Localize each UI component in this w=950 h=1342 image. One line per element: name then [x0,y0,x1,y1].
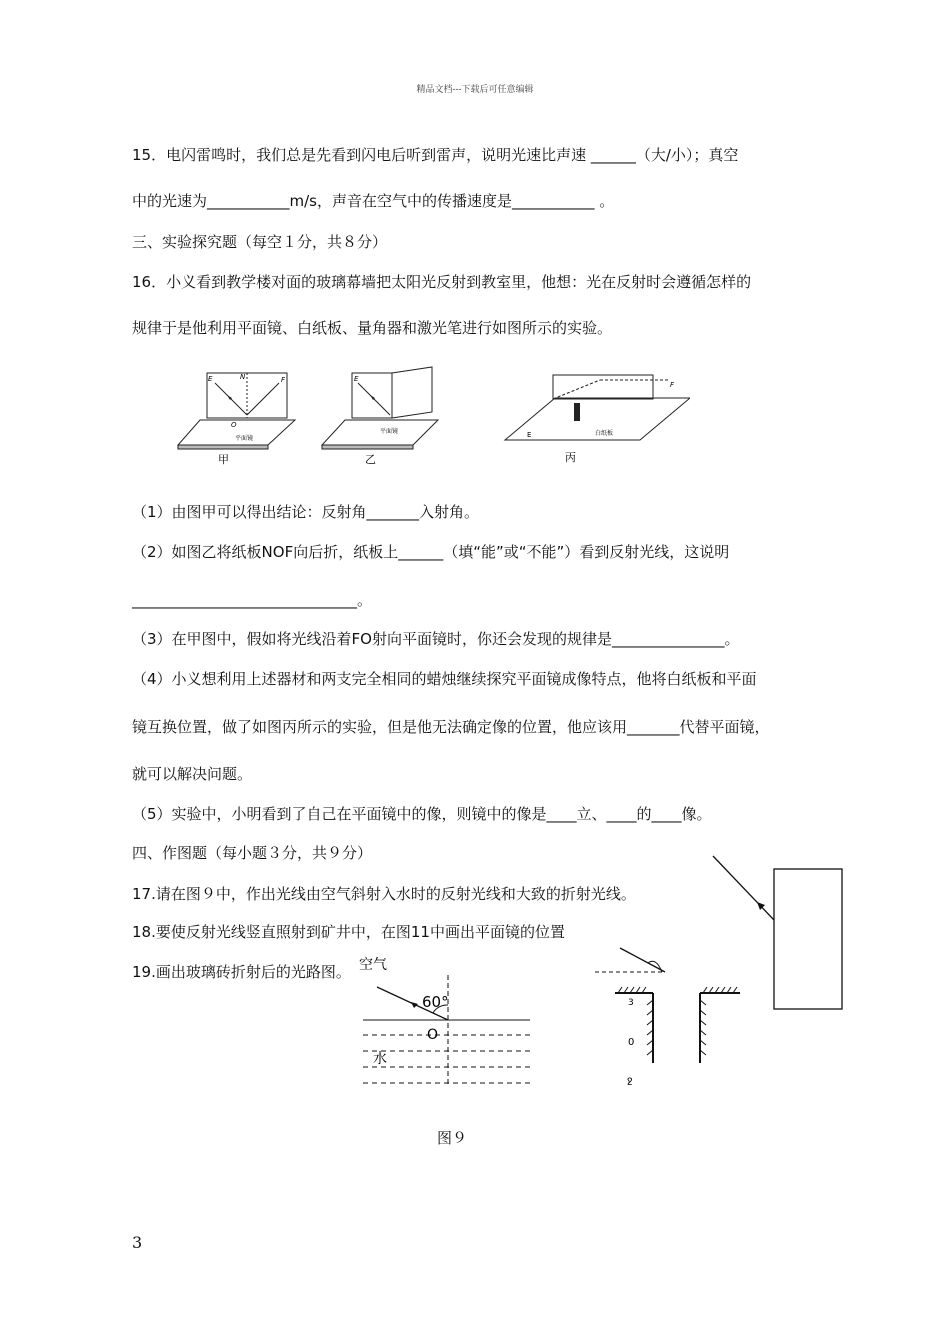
figure-jia [178,373,295,466]
label-f: F [281,376,286,384]
page-number: 3 [132,1233,143,1252]
question-16-sub-1: （1）由图甲可以得出结论：反射角_______入射角。 [132,503,480,521]
question-16-sub-4-line-1: （4）小义想利用上述器材和两支完全相同的蜡烛继续探究平面镜成像特点，他将白纸板和平面 [132,670,757,688]
question-16-line-1: 16．小义看到教学楼对面的玻璃幕墙把太阳光反射到教室里，他想：光在反射时会遵循怎样的 [132,273,752,291]
page-header-watermark: 精品文档---下载后可任意编辑 [416,85,534,95]
figure-9-air-water [355,955,535,1090]
reflection-experiment-figures [170,365,690,470]
question-16-sub-4-line-3: 就可以解决问题。 [132,765,253,783]
label-f-bing: F [670,381,675,389]
figure-9-caption: 图９ [437,1129,468,1147]
mark-top: 3 [628,998,634,1008]
section-3-title: 三、实验探究题（每空１分，共８分） [132,233,388,251]
label-jia: 甲 [218,453,229,466]
figure-11-mine-shaft [590,945,750,1085]
question-15-line-2: 中的光速为___________m/s，声音在空气中的传播速度是___________ 。 [132,192,615,210]
label-paper: 白纸板 [595,430,614,437]
question-15-line-1: 15．电闪雷鸣时，我们总是先看到闪电后听到雷声，说明光速比声速 ______（大/小）；真空 [132,146,739,164]
mark-zero: 0 [628,1037,635,1048]
mark-bottom: ջ [627,1075,633,1085]
figure-yi [322,367,438,466]
question-18: 18.要使反射光线竖直照射到矿井中，在图11中画出平面镜的位置 [132,923,565,941]
question-16-sub-5: （5）实验中，小明看到了自己在平面镜中的像，则镜中的像是____立、____的____像。 [132,805,712,823]
label-n: N [240,373,246,381]
figure-bing [505,375,690,464]
incident-ray-fig11 [620,948,665,972]
angle-label: 60° [422,993,449,1011]
question-17: 17.请在图９中，作出光线由空气斜射入水时的反射光线和大致的折射光线。 [132,885,636,903]
question-16-sub-2-line-1: （2）如图乙将纸板NOF向后折，纸板上______（填“能”或“不能”）看到反射光线，这说明 [132,543,730,561]
label-o-fig9: O [427,1027,439,1043]
label-e-bing: E [527,431,532,439]
label-e-yi: E [354,375,359,383]
question-16-line-2: 规律于是他利用平面镜、白纸板、量角器和激光笔进行如图所示的实验。 [132,319,613,337]
section-4-title: 四、作图题（每小题３分，共９分） [132,844,373,862]
arrow-icon [411,1002,418,1008]
glass-brick [774,869,842,1009]
label-bing: 丙 [565,451,576,464]
label-mirror: 平面镜 [235,435,254,442]
incident-ray [713,856,774,920]
label-yi: 乙 [365,453,376,466]
label-mirror-yi: 平面镜 [380,428,399,435]
question-16-sub-3: （3）在甲图中，假如将光线沿着FO射向平面镜时，你还会发现的规律是_______________。 [132,630,740,648]
question-16-sub-4-line-2: 镜互换位置，做了如图丙所示的实验，但是他无法确定像的位置，他应该用_______代替平面镜， [132,718,770,736]
question-19: 19.画出玻璃砖折射后的光路图。 [132,963,351,981]
label-air: 空气 [359,957,387,973]
label-e: E [208,375,213,383]
label-o: O [231,421,237,429]
label-water: 水 [373,1051,387,1067]
question-16-sub-2-line-2: ______________________________。 [132,591,373,609]
